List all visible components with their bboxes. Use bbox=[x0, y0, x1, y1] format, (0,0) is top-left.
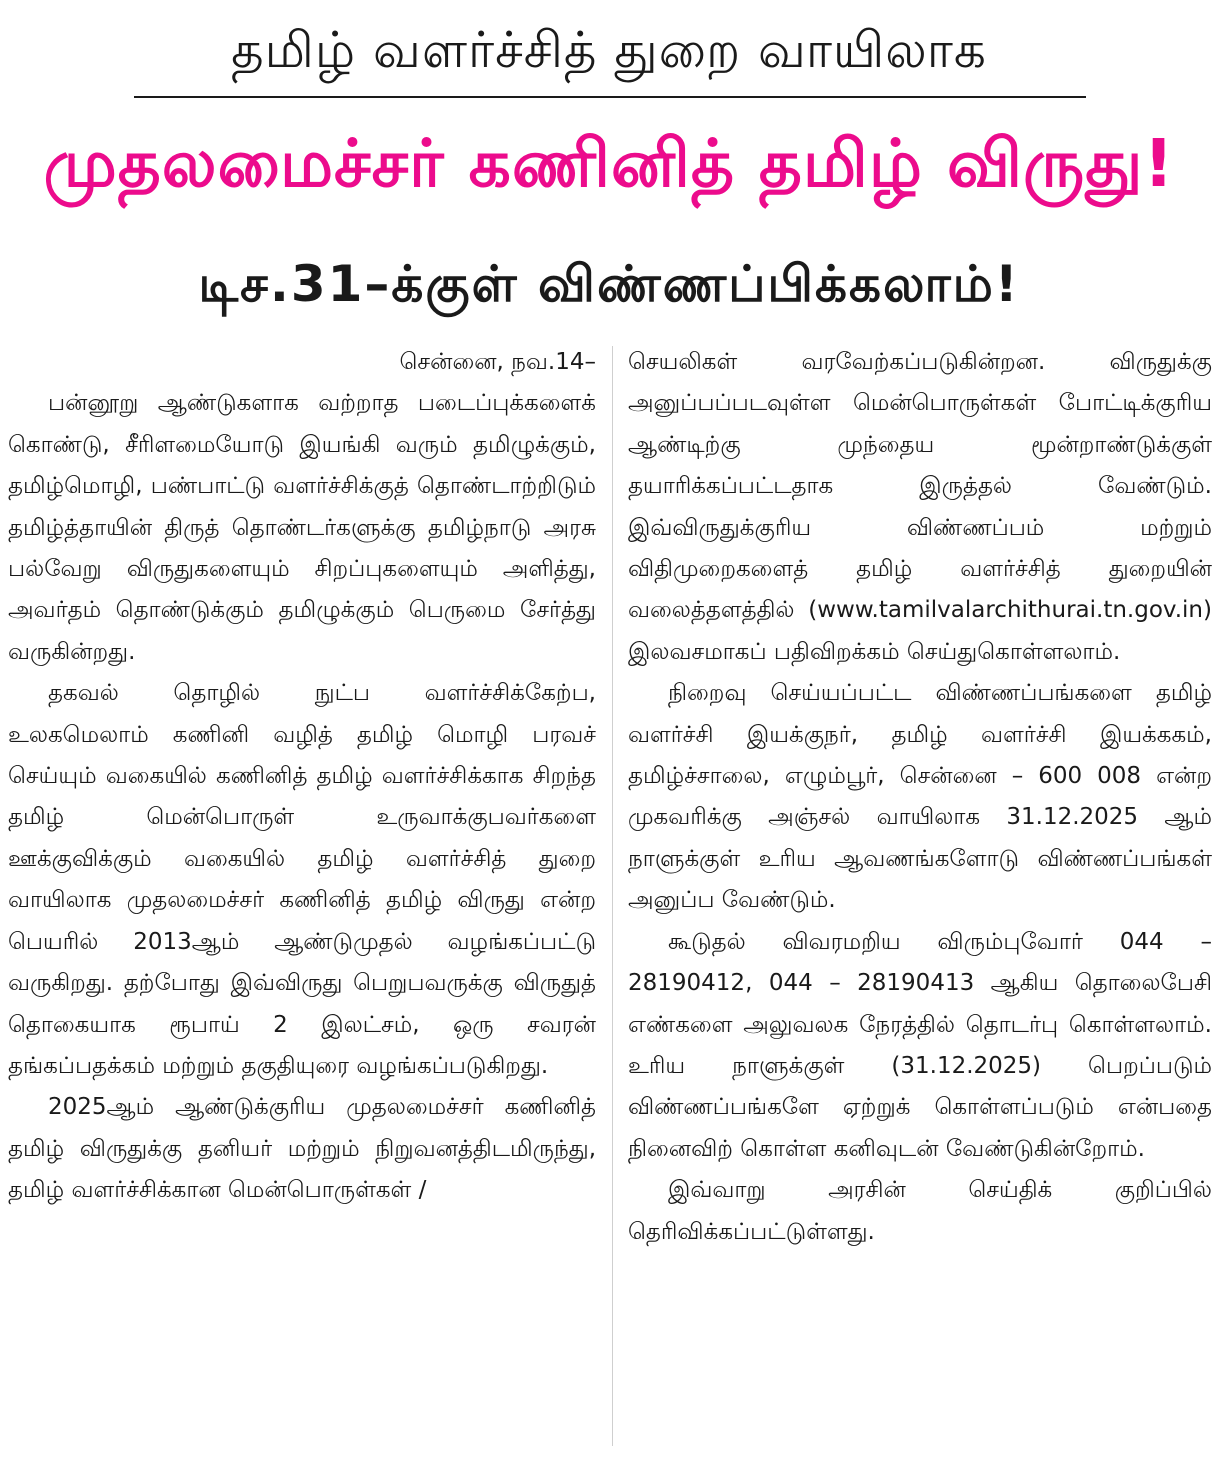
paragraph-1: பன்னூறு ஆண்டுகளாக வற்றாத படைப்புக்களைக் கொண்டு, சீரிளமையோடு இயங்கி வரும் தமிழுக்கும், தமிழ்மொழி, பண்பாட்டு வளர்ச்சிக்குத் தொண்டாற்றிடும் தமிழ்த்தாயின் திருத் தொண்டர்களுக்கு தமிழ்நாடு அரசு பல்வேறு விருதுகளையும் சிறப்புகளையும் அளித்து, அவர்தம் தொண்டுக்கும் தமிழுக்கும் பெருமை சேர்த்து வருகின்றது. bbox=[8, 390, 596, 665]
paragraph-4: நிறைவு செய்யப்பட்ட விண்ணப்பங்களை தமிழ் வளர்ச்சி இயக்குநர், தமிழ் வளர்ச்சி இயக்ககம், தமிழ்ச்சாலை, எழும்பூர், சென்னை – 600 008 என்ற முகவரிக்கு அஞ்சல் வாயிலாக 31.12.2025 ஆம் நாளுக்குள் உரிய ஆவணங்களோடு விண்ணப்பங்கள் அனுப்ப வேண்டும். bbox=[628, 680, 1212, 914]
subheadline: டிச.31–க்குள் விண்ணப்பிக்கலாம்! bbox=[198, 255, 1020, 313]
kicker: தமிழ் வளர்ச்சித் துறை வாயிலாக bbox=[231, 21, 987, 79]
article-column-right bbox=[628, 342, 1212, 1253]
column-divider bbox=[612, 346, 613, 1446]
article-column-left bbox=[8, 342, 596, 1212]
headline: முதலமைச்சர் கணினித் தமிழ் விருது! bbox=[43, 125, 1175, 202]
paragraph-3: 2025ஆம் ஆண்டுக்குரிய முதலமைச்சர் கணினித் தமிழ் விருதுக்கு தனியர் மற்றும் நிறுவனத்திடமிருந்து, தமிழ் வளர்ச்சிக்கான மென்பொருள்கள் / bbox=[8, 1094, 596, 1204]
kicker-divider bbox=[134, 96, 1086, 98]
paragraph-2: தகவல் தொழில் நுட்ப வளர்ச்சிக்கேற்ப, உலகமெலாம் கணினி வழித் தமிழ் மொழி பரவச் செய்யும் வகையில் கணினித் தமிழ் வளர்ச்சிக்காக சிறந்த தமிழ் மென்பொருள் உருவாக்குபவர்களை ஊக்குவிக்கும் வகையில் தமிழ் வளர்ச்சித் துறை வாயிலாக முதலமைச்சர் கணினித் தமிழ் விருது என்ற பெயரில் 2013ஆம் ஆண்டுமுதல் வழங்கப்பட்டு வருகிறது. தற்போது இவ்விருது பெறுபவருக்கு விருதுத் தொகையாக ரூபாய் 2 இலட்சம், ஒரு சவரன் தங்கப்பதக்கம் மற்றும் தகுதியுரை வழங்கப்படுகிறது. bbox=[8, 680, 596, 1079]
paragraph-5: கூடுதல் விவரமறிய விரும்புவோர் 044 – 28190412, 044 – 28190413 ஆகிய தொலைபேசி எண்களை அலுவலக நேரத்தில் தொடர்பு கொள்ளலாம். உரிய நாளுக்குள் (31.12.2025) பெறப்படும் விண்ணப்பங்களே ஏற்றுக் கொள்ளப்படும் என்பதை நினைவிற் கொள்ள கனிவுடன் வேண்டுகின்றோம். bbox=[628, 928, 1212, 1162]
paragraph-3-continued: செயலிகள் வரவேற்கப்படுகின்றன. விருதுக்கு அனுப்பப்படவுள்ள மென்பொருள்கள் போட்டிக்குரிய ஆண்டிற்கு முந்தைய மூன்றாண்டுக்குள் தயாரிக்கப்பட்டதாக இருத்தல் வேண்டும். இவ்விருதுக்குரிய விண்ணப்பம் மற்றும் விதிமுறைகளைத் தமிழ் வளர்ச்சித் துறையின் வலைத்தளத்தில் (www.tamilvalarchithurai.tn.gov.in) இலவசமாகப் பதிவிறக்கம் செய்துகொள்ளலாம். bbox=[628, 349, 1212, 665]
paragraph-6: இவ்வாறு அரசின் செய்திக் குறிப்பில் தெரிவிக்கப்பட்டுள்ளது. bbox=[628, 1177, 1212, 1245]
dateline: சென்னை, நவ.14– bbox=[399, 349, 596, 375]
